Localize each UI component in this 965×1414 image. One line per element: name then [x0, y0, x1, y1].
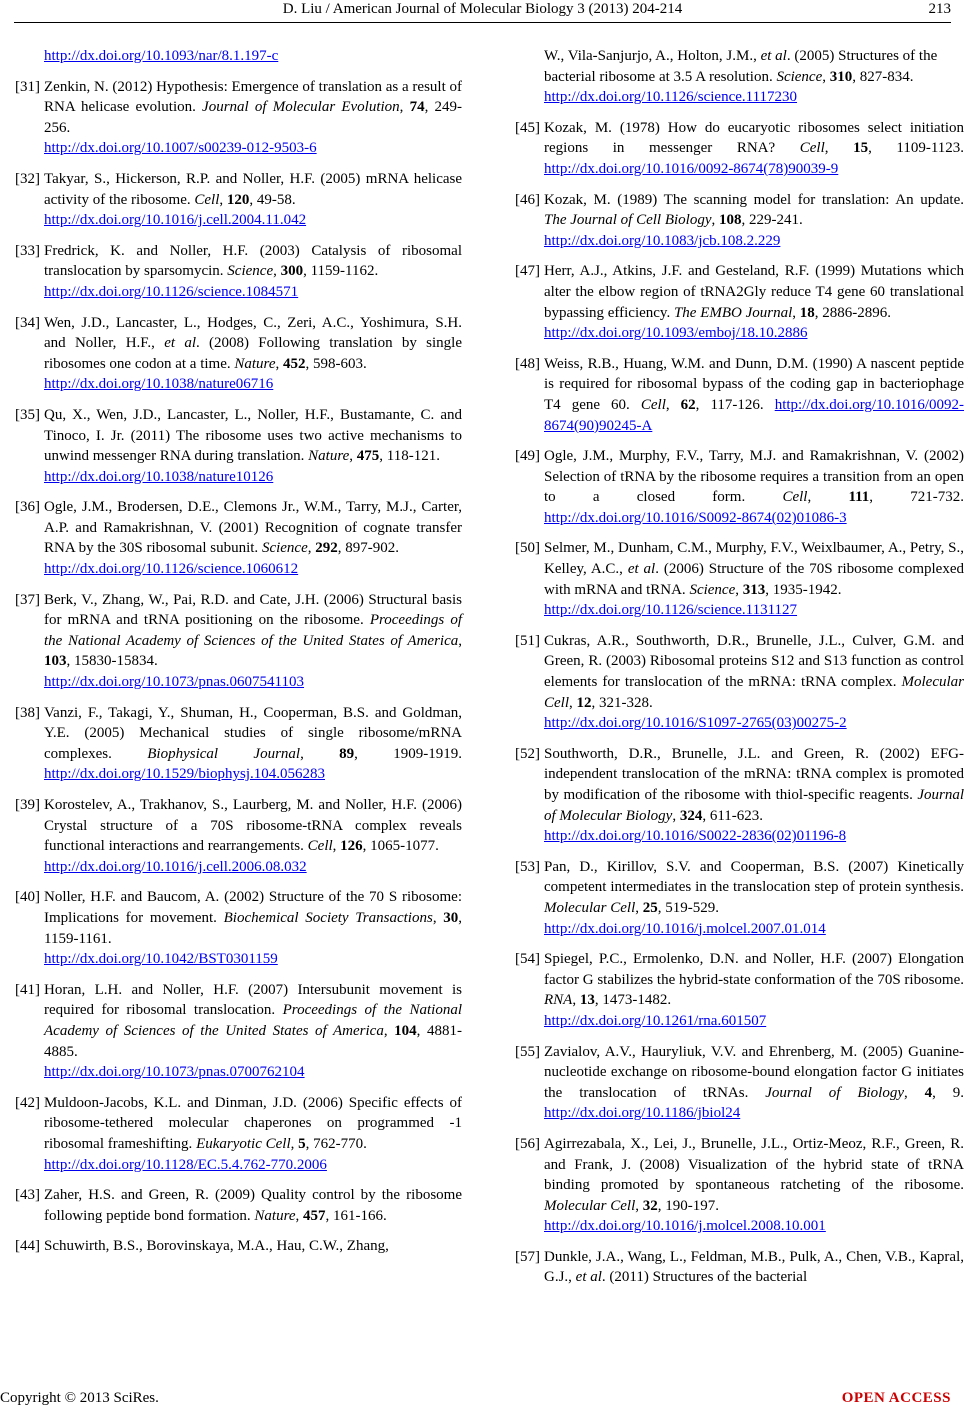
reference-item — [0, 77, 462, 159]
separator: , — [903, 1084, 925, 1101]
reference-text: Noller, H.F. and Baucom, A. (2002) Structure of the 70 S ribosome: Implications for movement. — [44, 889, 462, 926]
separator: , — [399, 99, 410, 116]
reference-text: Weiss, R.B., Huang, W.M. and Dunn, D.M. (1990) A nascent peptide is required for ribosomal bypass of the coding gap in bacteriophage T4 gene 60. — [544, 355, 964, 413]
volume: 457 — [303, 1207, 326, 1224]
reference-number: [48] — [515, 355, 540, 372]
pages: , 1935-1942. — [765, 581, 842, 598]
journal-name: Cell — [640, 396, 666, 413]
reference-number: [39] — [15, 797, 40, 813]
doi-link[interactable]: http://dx.doi.org/10.1038/nature06716 — [44, 376, 274, 393]
reference-list-right — [500, 118, 964, 1288]
reference-text: Vanzi, F., Takagi, Y., Shuman, H., Cooperman, B.S. and Goldman, Y.E. (2005) Mechanical studies of single ribosome/mRNA complexes. — [44, 704, 462, 762]
reference-item — [500, 857, 964, 939]
reference-text: Cukras, A.R., Southworth, D.R., Brunelle, J.L., Culver, G.M. and Green, R. (2003) Ribosomal proteins S12 and S13 function as control elements for translocation of the mRNA: tRNA complex. — [544, 632, 964, 691]
pages: , 249-256. — [44, 99, 463, 136]
doi-link[interactable]: http://dx.doi.org/10.1083/jcb.108.2.229 — [544, 232, 781, 249]
separator: , — [458, 632, 462, 649]
volume: 104 — [394, 1022, 417, 1039]
reference-item — [500, 354, 964, 436]
separator: , — [275, 355, 283, 372]
journal-name: Molecular Cell — [544, 674, 964, 711]
doi-link[interactable]: http://dx.doi.org/10.1126/science.1131127 — [544, 602, 798, 619]
separator: , — [290, 1135, 299, 1152]
reference-item — [500, 261, 964, 343]
reference-item — [500, 538, 964, 620]
journal-name: Biochemical Society Transactions — [223, 909, 433, 926]
reference-text: Qu, X., Wen, J.D., Lancaster, L., Noller, H.F., Bustamante, C. and Tinoco, I. Jr. (2011) The ribosome uses two active mechanisms to unwind messenger RNA during translation. — [44, 406, 462, 465]
reference-item — [500, 631, 964, 734]
journal-name: Molecular Cell — [544, 899, 636, 916]
doi-link[interactable]: http://dx.doi.org/10.1126/science.1060612 — [44, 561, 299, 578]
reference-number: [56] — [515, 1135, 540, 1152]
reference-number: [43] — [15, 1187, 40, 1204]
right-column — [500, 46, 964, 1298]
doi-link[interactable]: http://dx.doi.org/10.1093/nar/8.1.197-c — [44, 48, 279, 64]
reference-item — [0, 590, 462, 693]
doi-link[interactable]: http://dx.doi.org/10.1038/nature10126 — [44, 468, 274, 485]
journal-name: Journal of Molecular Biology — [544, 787, 964, 824]
separator: , — [735, 581, 743, 598]
page-number: 213 — [928, 1, 951, 17]
reference-text: Selmer, M., Dunham, C.M., Murphy, F.V., Weixlbaumer, A., Petry, S., Kelley, A.C., — [544, 540, 964, 578]
doi-link[interactable]: http://dx.doi.org/10.1016/j.cell.2004.11.042 — [44, 212, 307, 229]
journal-name: Journal of Molecular Evolution — [202, 99, 400, 116]
carryover-reference — [0, 46, 462, 67]
reference-item — [0, 169, 462, 231]
pages: , 321-328. — [591, 694, 653, 711]
doi-link[interactable]: http://dx.doi.org/10.1186/jbiol24 — [544, 1105, 741, 1122]
reference-text: Herr, A.J., Atkins, J.F. and Gesteland, R.F. (1999) Mutations which alter the elbow region of tRNA2Gly reduce T4 gene 60 translational bypassing efficiency. — [544, 263, 964, 321]
separator: , — [307, 540, 316, 557]
volume: 4 — [924, 1084, 933, 1101]
page-header — [0, 0, 965, 22]
journal-name: Cell — [799, 140, 825, 157]
journal-name: The Journal of Cell Biology — [544, 212, 712, 229]
journal-name: Cell — [307, 838, 333, 855]
reference-text: Ogle, J.M., Murphy, F.V., Tarry, M.J. and Ramakrishnan, V. (2002) Selection of tRNA by the ribosome requires a transition from an open to a closed form. — [544, 448, 964, 506]
pages: , 598-603. — [305, 355, 367, 372]
separator: , — [332, 838, 341, 855]
reference-item — [500, 190, 964, 252]
et-al: et al — [575, 1269, 602, 1286]
reference-text: . (2011) Structures of the bacterial — [601, 1269, 808, 1286]
pages: , 117-126. — [695, 396, 775, 413]
reference-number: [37] — [15, 591, 40, 608]
pages: , 2886-2896. — [814, 304, 892, 321]
reference-item — [500, 744, 964, 847]
doi-link[interactable]: http://dx.doi.org/10.1042/BST0301159 — [44, 951, 278, 968]
reference-number: [46] — [515, 191, 540, 208]
volume: 475 — [356, 448, 380, 465]
doi-link[interactable]: http://dx.doi.org/10.1016/j.cell.2006.08.032 — [44, 858, 307, 875]
journal-name: Proceedings of the National Academy of Sciences of the United States of America — [44, 612, 462, 649]
reference-item — [0, 1185, 462, 1226]
reference-number: [34] — [15, 314, 40, 331]
separator: , — [300, 745, 340, 762]
carryover-reference: W., Vila-Sanjurjo, A., Holton, J.M., et al. (2005) Structures of the bacterial ribosome at 3.5 A resolution. Science, 310, 827-834. http://dx.doi.org/10.1126/science.1117230 — [544, 48, 938, 106]
reference-number: [51] — [515, 632, 540, 649]
pages: , 15830-15834. — [66, 653, 158, 670]
volume: 300 — [280, 263, 304, 280]
volume: 89 — [339, 745, 355, 762]
reference-item — [0, 497, 462, 579]
journal-name: RNA — [544, 992, 573, 1009]
reference-number: [57] — [515, 1248, 540, 1265]
doi-link[interactable]: http://dx.doi.org/10.1073/pnas.0700762104 — [44, 1064, 305, 1081]
reference-text: Kozak, M. (1978) How do eucaryotic ribosomes select initiation regions in messenger RNA? — [544, 119, 964, 157]
volume: 120 — [226, 191, 250, 208]
reference-number: [47] — [515, 263, 540, 280]
pages: , 1065-1077. — [362, 838, 439, 855]
reference-list-left — [0, 77, 462, 1257]
doi-link[interactable]: http://dx.doi.org/10.1016/j.molcel.2007.01.014 — [544, 920, 826, 937]
journal-name: Biophysical Journal — [147, 745, 301, 762]
header-rule — [14, 22, 951, 23]
reference-item — [0, 1236, 462, 1257]
reference-text: Southworth, D.R., Brunelle, J.L. and Green, R. (2002) EFG-independent translocation of the mRNA: tRNA complex is promoted by modification of the ribosome with thiol-specific reagents. — [544, 745, 964, 803]
separator: , — [572, 992, 580, 1009]
pages: , 1159-1162. — [303, 263, 379, 280]
pages: , 762-770. — [305, 1135, 367, 1152]
volume: 5 — [298, 1135, 306, 1152]
reference-item — [0, 313, 462, 395]
reference-item — [500, 1134, 964, 1237]
separator: , — [672, 807, 680, 824]
separator: , — [569, 694, 577, 711]
reference-text: Berk, V., Zhang, W., Pai, R.D. and Cate, J.H. (2006) Structural basis for mRNA and tRNA positioning on the ribosome. — [44, 591, 462, 629]
pages: , 721-732. — [869, 489, 965, 506]
volume: 30 — [443, 909, 459, 926]
journal-name: Science — [689, 581, 736, 598]
volume: 313 — [742, 581, 766, 598]
doi-link[interactable]: http://dx.doi.org/10.1529/biophysj.104.056283 — [44, 766, 325, 783]
pages: , 161-166. — [325, 1207, 387, 1224]
doi-link[interactable]: http://dx.doi.org/10.1093/emboj/18.10.2886 — [544, 325, 808, 342]
doi-link[interactable]: http://dx.doi.org/10.1261/rna.601507 — [544, 1012, 767, 1029]
journal-name: Science — [261, 540, 308, 557]
reference-number: [49] — [515, 448, 540, 465]
journal-name: Proceedings of the National Academy of Sciences of the United States of America — [44, 1002, 462, 1039]
reference-text: Pan, D., Kirillov, S.V. and Cooperman, B.S. (2007) Kinetically competent intermediates in the translocation step of protein synthesis. — [544, 858, 964, 896]
reference-text: Agirrezabala, X., Lei, J., Brunelle, J.L., Ortiz-Meoz, R.F., Green, R. and Frank, J. (2008) Visualization of the hybrid state of tRNA binding promoted by spontaneous ratcheting of the ribosome. — [544, 1135, 964, 1194]
pages: , 190-197. — [657, 1197, 719, 1214]
open-access-label: OPEN ACCESS — [841, 1390, 951, 1406]
journal-name: Nature — [234, 355, 276, 372]
journal-name: Science — [227, 263, 274, 280]
separator: , — [824, 140, 854, 157]
reference-number: [32] — [15, 170, 40, 187]
reference-text: . (2006) Structure of the 70S ribosome complexed with mRNA and tRNA. — [544, 561, 964, 598]
pages: , 49-58. — [249, 191, 296, 208]
pages: , 1473-1482. — [594, 992, 672, 1009]
volume: 13 — [579, 992, 595, 1009]
doi-link[interactable]: http://dx.doi.org/10.1016/S1097-2765(03)00275-2 — [544, 715, 847, 732]
reference-number: [41] — [15, 981, 40, 998]
reference-item — [500, 446, 964, 528]
reference-number: [36] — [15, 499, 40, 516]
reference-text: Zenkin, N. (2012) Hypothesis: Emergence of translation as a result of RNA helicase evolution. — [44, 78, 462, 116]
reference-text: Zaher, H.S. and Green, R. (2009) Quality control by the ribosome following peptide bond formation. — [44, 1187, 462, 1224]
et-al: et al — [627, 561, 656, 578]
reference-text: Fredrick, K. and Noller, H.F. (2003) Catalysis of ribosomal translocation by sparsomycin. — [44, 242, 462, 280]
reference-number: [35] — [15, 406, 40, 423]
pages: , 9. — [932, 1084, 965, 1101]
reference-text: Schuwirth, B.S., Borovinskaya, M.A., Hau, C.W., Zhang, — [44, 1238, 389, 1255]
reference-item — [0, 980, 462, 1083]
separator: , — [349, 448, 357, 465]
journal-name: The EMBO Journal — [673, 304, 793, 321]
reference-number: [53] — [515, 858, 540, 875]
reference-item — [0, 1093, 462, 1175]
reference-number: [42] — [15, 1094, 40, 1111]
volume: 108 — [718, 212, 742, 229]
journal-name: Eukaryotic Cell — [196, 1135, 291, 1152]
reference-text: Wen, J.D., Lancaster, L., Hodges, C., Zeri, A.C., Yoshimura, S.H. and Noller, H.F., — [44, 314, 462, 352]
reference-item — [0, 887, 462, 969]
reference-item — [500, 1042, 964, 1124]
volume: 62 — [680, 396, 696, 413]
reference-number: [50] — [515, 540, 540, 557]
reference-item — [0, 241, 462, 303]
separator: , — [295, 1207, 304, 1224]
reference-number: [52] — [515, 745, 540, 762]
reference-number: [44] — [15, 1238, 40, 1255]
reference-number: [38] — [15, 704, 40, 721]
reference-number: [31] — [15, 78, 40, 95]
volume: 126 — [340, 838, 363, 855]
volume: 324 — [679, 807, 703, 824]
reference-text: Muldoon-Jacobs, K.L. and Dinman, J.D. (2006) Specific effects of ribosome-tethered molecular chaperones on programmed -1 ribosomal frameshifting. — [44, 1094, 462, 1152]
doi-link[interactable]: http://dx.doi.org/10.1016/j.molcel.2008.10.001 — [544, 1218, 826, 1235]
reference-item — [500, 118, 964, 180]
reference-text: Kozak, M. (1989) The scanning model for translation: An update. — [544, 191, 964, 208]
volume: 103 — [44, 653, 67, 670]
reference-text: Horan, L.H. and Noller, H.F. (2007) Intersubunit movement is required for ribosomal translocation. — [44, 981, 462, 1019]
separator: , — [273, 263, 281, 280]
pages: , 4881-4885. — [44, 1022, 463, 1060]
doi-link[interactable]: http://dx.doi.org/10.1016/S0092-8674(02)01086-3 — [544, 509, 847, 526]
separator: , — [219, 191, 227, 208]
volume: 111 — [848, 489, 870, 506]
reference-number: [55] — [515, 1043, 540, 1060]
reference-number: [45] — [515, 119, 540, 136]
reference-text: . (2008) Following translation by single ribosomes one codon at a time. — [44, 335, 462, 372]
journal-name: Molecular Cell — [544, 1197, 636, 1214]
doi-link[interactable]: http://dx.doi.org/10.1126/science.1117230 — [544, 89, 798, 106]
doi-link[interactable]: http://dx.doi.org/10.1016/0092-8674(78)90039-9 — [544, 160, 839, 177]
reference-text: Spiegel, P.C., Ermolenko, D.N. and Noller, H.F. (2007) Elongation factor G stabilizes the hybrid-state conformation of the 70S ribosome. — [544, 951, 964, 988]
pages: , 1109-1123. — [868, 140, 965, 157]
volume: 18 — [799, 304, 815, 321]
journal-name: Cell — [782, 489, 808, 506]
doi-link[interactable]: http://dx.doi.org/10.1016/S0022-2836(02)01196-8 — [544, 828, 847, 845]
reference-item — [500, 1247, 964, 1288]
journal-name: Nature — [254, 1207, 296, 1224]
pages: , 611-623. — [702, 807, 764, 824]
separator: , — [635, 899, 643, 916]
pages: , 1159-1161. — [44, 909, 463, 947]
reference-text: Takyar, S., Hickerson, R.P. and Noller, H.F. (2005) mRNA helicase activity of the ribosome. — [44, 170, 462, 208]
volume: 74 — [409, 99, 425, 116]
separator: , — [807, 489, 849, 506]
reference-number: [40] — [15, 889, 40, 906]
separator: , — [792, 304, 800, 321]
volume: 292 — [315, 540, 338, 557]
reference-item — [500, 949, 964, 1031]
pages: , 897-902. — [337, 540, 399, 557]
journal-name: Journal of Biology — [765, 1084, 904, 1101]
reference-text: Dunkle, J.A., Wang, L., Feldman, M.B., Pulk, A., Chen, V.B., Kapral, G.J., — [544, 1248, 964, 1286]
reference-text: Ogle, J.M., Brodersen, D.E., Clemons Jr., W.M., Tarry, M.J., Carter, A.P. and Ramakrishnan, V. (2001) Recognition of cognate transfer RNA by the 30S ribosomal subunit. — [44, 499, 462, 557]
volume: 15 — [853, 140, 869, 157]
reference-text: Korostelev, A., Trakhanov, S., Laurberg, M. and Noller, H.F. (2006) Crystal structure of a 70S ribosome-tRNA complex reveals functional interactions and rearrangements. — [44, 797, 462, 855]
copyright-notice: Copyright © 2013 SciRes. — [0, 1390, 159, 1406]
running-title: D. Liu / American Journal of Molecular Biology 3 (2013) 204-214 — [282, 1, 683, 17]
separator: , — [432, 909, 444, 926]
reference-item — [0, 703, 462, 785]
journal-name: Nature — [308, 448, 350, 465]
separator: , — [665, 396, 681, 413]
volume: 32 — [642, 1197, 658, 1214]
reference-number: [54] — [515, 951, 540, 968]
pages: , 519-529. — [657, 899, 719, 916]
doi-link[interactable]: http://dx.doi.org/10.1007/s00239-012-9503-6 — [44, 140, 317, 157]
reference-item — [0, 795, 462, 877]
separator: , — [711, 212, 719, 229]
volume: 452 — [283, 355, 306, 372]
doi-link[interactable]: http://dx.doi.org/10.1016/0092-8674(90)90245-A — [544, 396, 964, 434]
journal-name: Cell — [194, 191, 220, 208]
doi-link[interactable]: http://dx.doi.org/10.1126/science.1084571 — [44, 283, 299, 300]
reference-text: Zavialov, A.V., Hauryliuk, V.V. and Ehrenberg, M. (2005) Guanine-nucleotide exchange on ribosome-bound elongation factor G initiates the translocation of tRNAs. — [544, 1043, 964, 1101]
reference-item — [0, 405, 462, 487]
et-al: et al — [164, 335, 196, 352]
volume: 12 — [576, 694, 592, 711]
reference-number: [33] — [15, 242, 40, 259]
pages: , 118-121. — [379, 448, 440, 465]
doi-link[interactable]: http://dx.doi.org/10.1073/pnas.0607541103 — [44, 674, 305, 691]
pages: , 1909-1919. — [354, 745, 463, 762]
separator: , — [635, 1197, 643, 1214]
separator: , — [383, 1022, 395, 1039]
left-column — [0, 46, 462, 1267]
pages: , 229-241. — [741, 212, 803, 229]
volume: 25 — [642, 899, 658, 916]
doi-link[interactable]: http://dx.doi.org/10.1128/EC.5.4.762-770.2006 — [44, 1156, 327, 1173]
